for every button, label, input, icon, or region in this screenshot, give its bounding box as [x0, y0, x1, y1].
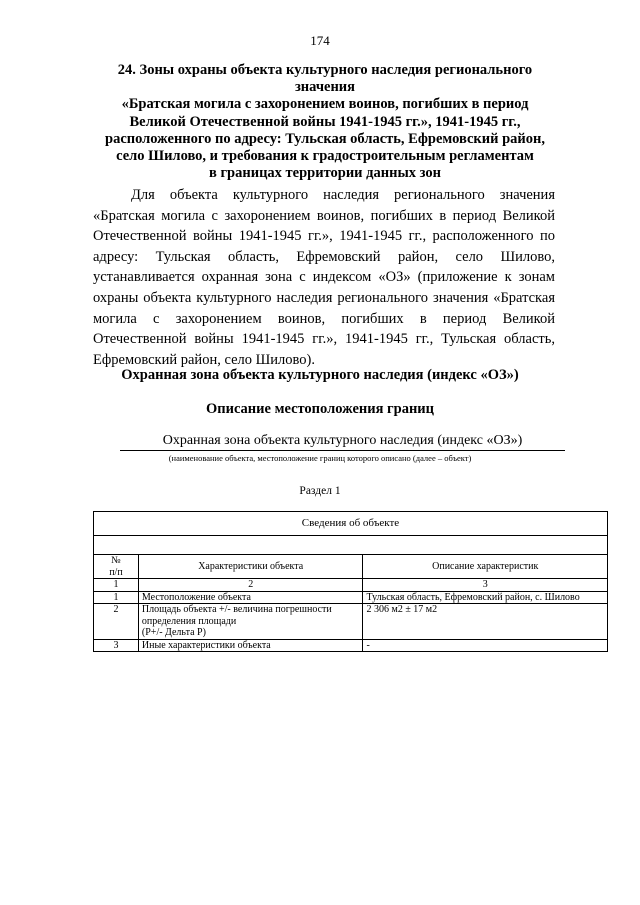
column-index: 2	[138, 579, 363, 592]
table-row	[94, 604, 608, 640]
body-paragraph: Для объекта культурного наследия регионального значения «Братская могила с захоронением воинов, погибших в период Великой Отечественной войны 1941-1945 гг.», 1941-1945 гг., расположенного по адресу: Тульская область, Ефремовский район, село Шилово, устанавливается охранная зона с индексом «ОЗ» (приложение к зонам охраны объекта культурного наследия регионального значения «Братская могила с захоронением воинов, погибших в период Великой Отечественной войны 1941-1945 гг.», 1941-1945 гг., Тульская область, Ефремовский район, село Шилово).	[93, 187, 555, 368]
column-header-number: № п/п	[94, 555, 139, 579]
row-number: 3	[94, 639, 139, 652]
column-header-description: Описание характеристик	[363, 555, 608, 579]
table-blank-row	[94, 536, 608, 555]
title-line: Великой Отечественной войны 1941-1945 гг.», 1941-1945 гг.,	[129, 113, 521, 130]
table-header: Сведения об объекте	[94, 512, 608, 536]
row-description: 2 306 м2 ± 17 м2	[363, 604, 608, 640]
title-line: в границах территории данных зон	[209, 165, 441, 182]
object-name: Охранная зона объекта культурного наследия (индекс «ОЗ»)	[120, 433, 565, 451]
row-description: -	[363, 639, 608, 652]
section-label: Раздел 1	[299, 485, 341, 497]
description-heading: Описание местоположения границ	[205, 401, 435, 417]
row-characteristic: Местоположение объекта	[138, 591, 363, 604]
row-characteristic: Иные характеристики объекта	[138, 639, 363, 652]
zone-heading: Охранная зона объекта культурного наследия (индекс «ОЗ»)	[121, 367, 519, 383]
column-index: 3	[363, 579, 608, 592]
title-line: село Шилово, и требования к градостроительным регламентам	[116, 148, 534, 165]
title-line: 24. Зоны охраны объекта культурного наследия регионального значения	[117, 62, 533, 96]
column-index: 1	[94, 579, 139, 592]
row-number: 2	[94, 604, 139, 640]
row-description: Тульская область, Ефремовский район, с. Шилово	[363, 591, 608, 604]
document-title	[95, 62, 555, 182]
object-info-table	[93, 511, 608, 652]
column-header-characteristic: Характеристики объекта	[138, 555, 363, 579]
title-line: «Братская могила с захоронением воинов, погибших в период	[121, 96, 529, 113]
object-caption: (наименование объекта, местоположение границ которого описано (далее – объект)	[168, 453, 472, 463]
page-number: 174	[310, 33, 330, 48]
row-characteristic: Площадь объекта +/- величина погрешности определения площади (Р+/- Дельта Р)	[138, 604, 363, 640]
table-row	[94, 591, 608, 604]
title-line: расположенного по адресу: Тульская область, Ефремовский район,	[105, 130, 545, 147]
row-number: 1	[94, 591, 139, 604]
table-row	[94, 639, 608, 652]
